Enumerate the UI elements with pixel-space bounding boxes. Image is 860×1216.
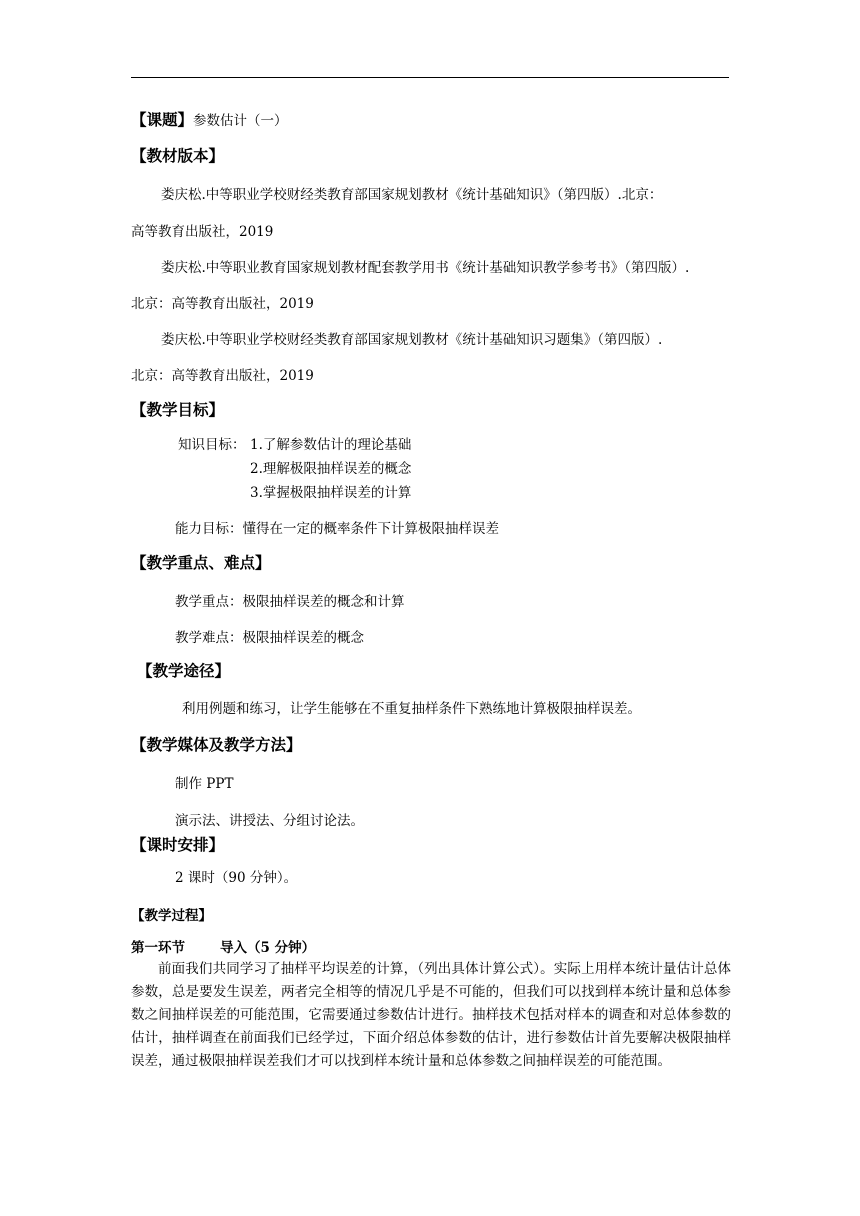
process-paragraph: 前面我们共同学习了抽样平均误差的计算，（列出具体计算公式）。实际上用样本统计量估计总体参数，总是要发生误差，两者完全相等的情况几乎是不可能的，但我们可以找到样本统计量和总体参数之间抽样误差的可能范围，它需要通过参数估计进行。抽样技术包括对样本的调查和对总体参数的估计，抽样调查在前面我们已经学过，下面介绍总体参数的估计，进行参数估计首先要解决极限抽样误差，通过极限抽样误差我们才可以找到样本统计量和总体参数之间抽样误差的可能范围。 (131, 961, 731, 1069)
textbook-ref-3-line2: 北京：高等教育出版社，2019 (131, 368, 314, 384)
media-item-2: 演示法、讲授法、分组讨论法。 (175, 813, 364, 829)
knowledge-item-2: 2.理解极限抽样误差的概念 (250, 461, 412, 477)
ability-objective: 能力目标：懂得在一定的概率条件下计算极限抽样误差 (175, 521, 499, 537)
textbook-heading: 【教材版本】 (131, 146, 225, 165)
section-title: 导入（5 分钟） (220, 940, 316, 956)
schedule-heading: 【课时安排】 (131, 835, 225, 854)
process-heading: 【教学过程】 (131, 908, 212, 924)
approach-text: 利用例题和练习，让学生能够在不重复抽样条件下熟练地计算极限抽样误差。 (182, 701, 641, 717)
title-value: 参数估计（一） (193, 113, 288, 129)
header-rule (131, 77, 729, 78)
textbook-ref-2-line2: 北京：高等教育出版社，2019 (131, 296, 314, 312)
title-label: 【课题】 (131, 110, 194, 129)
knowledge-item-1: 1.了解参数估计的理论基础 (250, 437, 412, 453)
media-heading: 【教学媒体及教学方法】 (131, 735, 302, 754)
key-points-heading: 【教学重点、难点】 (131, 553, 271, 572)
textbook-ref-2-line1: 娄庆松.中等职业教育国家规划教材配套教学用书《统计基础知识教学参考书》（第四版）. (161, 260, 690, 276)
textbook-ref-3-line1: 娄庆松.中等职业学校财经类教育部国家规划教材《统计基础知识习题集》（第四版）. (161, 332, 663, 348)
objectives-heading: 【教学目标】 (131, 400, 225, 419)
knowledge-label: 知识目标： (178, 437, 246, 453)
approach-heading: 【教学途径】 (137, 661, 231, 680)
media-item-1: 制作 PPT (175, 776, 234, 792)
textbook-ref-1-line2: 高等教育出版社，2019 (131, 224, 274, 240)
schedule-text: 2 课时（90 分钟）。 (175, 870, 298, 886)
textbook-ref-1-line1: 娄庆松.中等职业学校财经类教育部国家规划教材《统计基础知识》（第四版）.北京： (161, 187, 663, 203)
teaching-focus: 教学重点：极限抽样误差的概念和计算 (175, 594, 405, 610)
lesson-title (131, 108, 288, 130)
teaching-difficulty: 教学难点：极限抽样误差的概念 (175, 630, 364, 646)
knowledge-item-3: 3.掌握极限抽样误差的计算 (250, 485, 412, 501)
section-label: 第一环节 (131, 940, 185, 956)
